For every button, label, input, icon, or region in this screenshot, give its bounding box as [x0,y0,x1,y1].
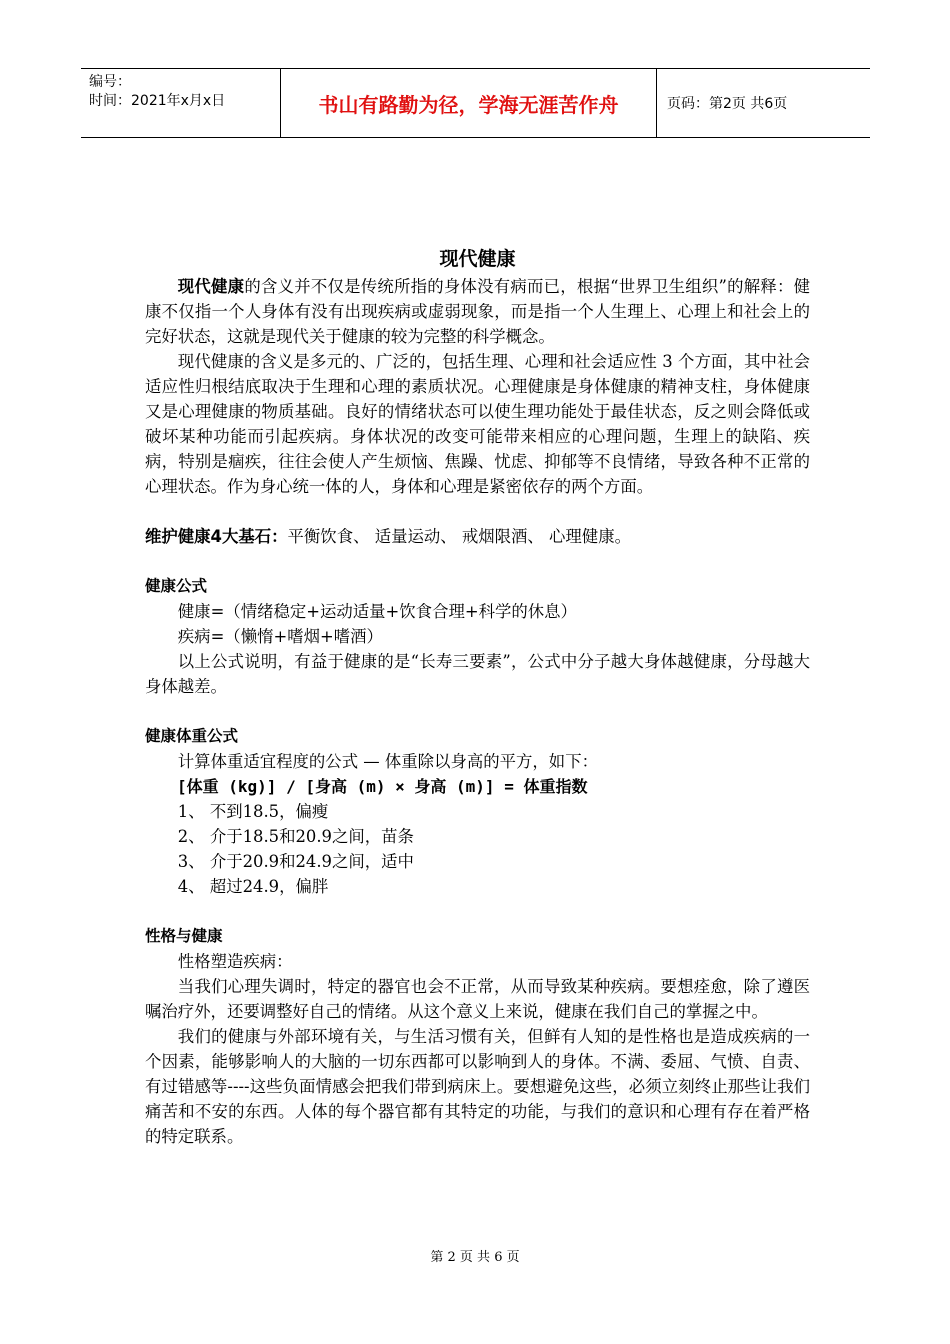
formula-explanation: 以上公式说明，有益于健康的是“长寿三要素”，公式中分子越大身体越健康，分母越大身体越差。 [145,652,810,696]
header-info-cell [81,69,281,137]
intro-text: 的含义并不仅是传统所指的身体没有病而已，根据“世界卫生组织”的解释：健康不仅指一个人身体有没有出现疾病或虚弱现象，而是指一个人生理上、心理上和社会上的完好状态，这就是现代关于健康的较为完整的科学概念。 [145,277,810,346]
bmi-formula: [体重 (kg)] / [身高 (m) × 身高 (m)] = 体重指数 [177,777,588,796]
header-table [81,68,870,138]
cornerstones-items: 平衡饮食、 适量运动、 戒烟限酒、 心理健康。 [287,527,631,546]
cornerstones-line [145,524,810,549]
cornerstones-label: 维护健康4大基石： [145,527,288,546]
list-item: 1、 不到18.5，偏瘦 [177,802,329,821]
personality-subheading: 性格塑造疾病： [177,952,293,971]
list-item: 3、 介于20.9和24.9之间，适中 [177,852,414,871]
intro-lead: 现代健康 [177,277,245,296]
intro-paragraph [145,274,810,349]
personality-paragraph-1: 当我们心理失调时，特定的器官也会不正常，从而导致某种疾病。要想痊愈，除了遵医嘱治疗外，还要调整好自己的情绪。从这个意义上来说，健康在我们自己的掌握之中。 [145,977,810,1021]
date-label: 时间：2021年x月x日 [89,93,226,109]
formula-heading: 健康公式 [145,577,208,595]
document-body [145,244,810,1149]
list-item: 2、 介于18.5和20.9之间，苗条 [177,827,414,846]
page-footer: 第 2 页 共 6 页 [430,1250,520,1265]
health-formula: 健康=（情绪稳定+运动适量+饮食合理+科学的休息） [177,602,577,621]
list-item: 4、 超过24.9，偏胖 [177,877,329,896]
motto: 书山有路勤为径，学海无涯苦作舟 [281,69,657,137]
personality-paragraph-2: 我们的健康与外部环境有关，与生活习惯有关，但鲜有人知的是性格也是造成疾病的一个因素，能够影响人的大脑的一切东西都可以影响到人的身体。不满、委屈、气愤、自责、有过错感等----这些负面情感会把我们带到病床上。要想避免这些，必须立刻终止那些让我们痛苦和不安的东西。人体的每个器官都有其特定的功能，与我们的意识和心理有存在着严格的特定联系。 [145,1027,810,1146]
page-title: 现代健康 [439,248,516,270]
disease-formula: 疾病=（懒惰+嗜烟+嗜酒） [177,627,383,646]
weight-heading: 健康体重公式 [145,727,239,745]
meaning-paragraph: 现代健康的含义是多元的、广泛的，包括生理、心理和社会适应性 3 个方面，其中社会适应性归根结底取决于生理和心理的素质状况。心理健康是身体健康的精神支柱，身体健康又是心理健康的物质基础。良好的情绪状态可以使生理功能处于最佳状态，反之则会降低或破坏某种功能而引起疾病。身体状况的改变可能带来相应的心理问题，生理上的缺陷、疾病，特别是痼疾，往往会使人产生烦恼、焦躁、忧虑、抑郁等不良情绪，导致各种不正常的心理状态。作为身心统一体的人，身体和心理是紧密依存的两个方面。 [145,352,810,496]
serial-label: 编号： [89,74,131,90]
page-label: 页码：第2页 共6页 [667,96,788,112]
weight-intro: 计算体重适宜程度的公式 — 体重除以身高的平方，如下： [177,752,598,771]
personality-heading: 性格与健康 [145,927,223,945]
